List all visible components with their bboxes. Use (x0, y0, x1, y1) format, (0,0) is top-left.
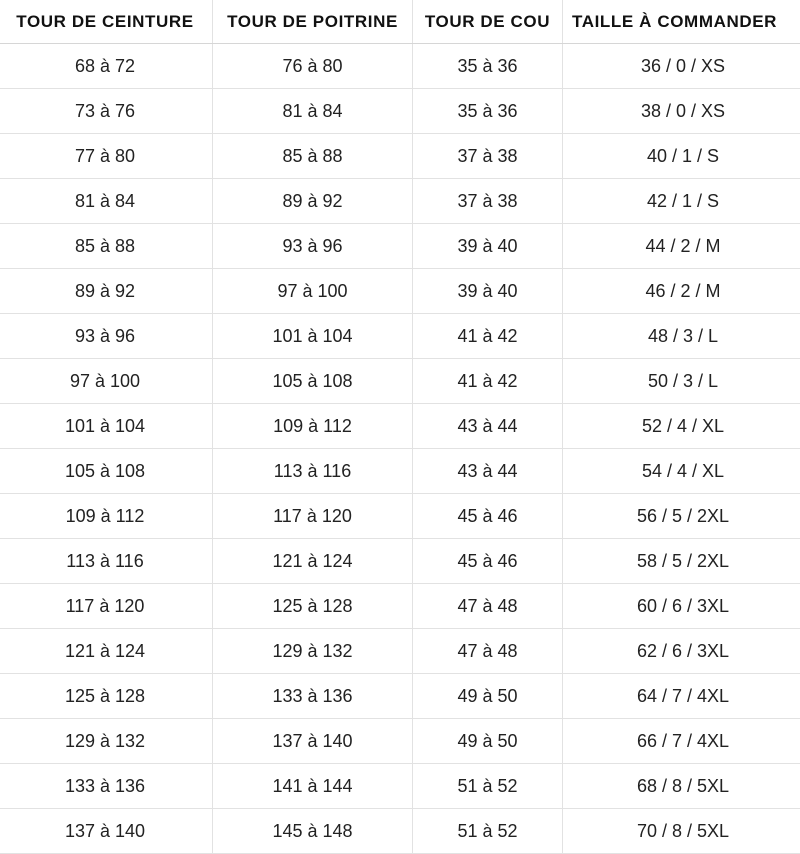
neck-cell: 39 à 40 (413, 224, 563, 269)
neck-cell: 51 à 52 (413, 764, 563, 809)
header-neck: TOUR DE COU (413, 0, 563, 44)
neck-cell: 43 à 44 (413, 449, 563, 494)
chest-cell: 89 à 92 (213, 179, 413, 224)
header-row (0, 0, 800, 44)
neck-cell: 49 à 50 (413, 719, 563, 764)
waist-cell: 77 à 80 (0, 134, 213, 179)
table-row (0, 269, 800, 314)
waist-cell: 117 à 120 (0, 584, 213, 629)
size-cell: 48 / 3 / L (563, 314, 800, 359)
neck-cell: 47 à 48 (413, 584, 563, 629)
waist-cell: 93 à 96 (0, 314, 213, 359)
chest-cell: 117 à 120 (213, 494, 413, 539)
table-row (0, 809, 800, 854)
neck-cell: 49 à 50 (413, 674, 563, 719)
table-row (0, 179, 800, 224)
neck-cell: 47 à 48 (413, 629, 563, 674)
table-row (0, 89, 800, 134)
waist-cell: 125 à 128 (0, 674, 213, 719)
size-cell: 42 / 1 / S (563, 179, 800, 224)
table-body (0, 44, 800, 854)
header-size-to-order: TAILLE À COMMANDER (563, 0, 800, 44)
chest-cell: 145 à 148 (213, 809, 413, 854)
size-cell: 62 / 6 / 3XL (563, 629, 800, 674)
waist-cell: 133 à 136 (0, 764, 213, 809)
waist-cell: 121 à 124 (0, 629, 213, 674)
waist-cell: 89 à 92 (0, 269, 213, 314)
neck-cell: 41 à 42 (413, 314, 563, 359)
table-header (0, 0, 800, 44)
neck-cell: 37 à 38 (413, 179, 563, 224)
chest-cell: 125 à 128 (213, 584, 413, 629)
table-row (0, 719, 800, 764)
size-cell: 44 / 2 / M (563, 224, 800, 269)
neck-cell: 35 à 36 (413, 89, 563, 134)
waist-cell: 109 à 112 (0, 494, 213, 539)
chest-cell: 113 à 116 (213, 449, 413, 494)
size-cell: 38 / 0 / XS (563, 89, 800, 134)
table-row (0, 764, 800, 809)
table-row (0, 224, 800, 269)
size-cell: 40 / 1 / S (563, 134, 800, 179)
size-cell: 64 / 7 / 4XL (563, 674, 800, 719)
waist-cell: 137 à 140 (0, 809, 213, 854)
waist-cell: 73 à 76 (0, 89, 213, 134)
neck-cell: 35 à 36 (413, 44, 563, 89)
waist-cell: 101 à 104 (0, 404, 213, 449)
table-row (0, 314, 800, 359)
chest-cell: 85 à 88 (213, 134, 413, 179)
size-cell: 52 / 4 / XL (563, 404, 800, 449)
size-cell: 36 / 0 / XS (563, 44, 800, 89)
neck-cell: 43 à 44 (413, 404, 563, 449)
chest-cell: 81 à 84 (213, 89, 413, 134)
chest-cell: 76 à 80 (213, 44, 413, 89)
waist-cell: 113 à 116 (0, 539, 213, 584)
waist-cell: 129 à 132 (0, 719, 213, 764)
chest-cell: 109 à 112 (213, 404, 413, 449)
size-cell: 54 / 4 / XL (563, 449, 800, 494)
waist-cell: 105 à 108 (0, 449, 213, 494)
chest-cell: 129 à 132 (213, 629, 413, 674)
size-cell: 70 / 8 / 5XL (563, 809, 800, 854)
waist-cell: 81 à 84 (0, 179, 213, 224)
chest-cell: 141 à 144 (213, 764, 413, 809)
chest-cell: 101 à 104 (213, 314, 413, 359)
table-row (0, 539, 800, 584)
neck-cell: 39 à 40 (413, 269, 563, 314)
neck-cell: 51 à 52 (413, 809, 563, 854)
table-row (0, 674, 800, 719)
size-cell: 50 / 3 / L (563, 359, 800, 404)
waist-cell: 97 à 100 (0, 359, 213, 404)
table-row (0, 134, 800, 179)
table-row (0, 494, 800, 539)
table-row (0, 44, 800, 89)
waist-cell: 68 à 72 (0, 44, 213, 89)
size-cell: 68 / 8 / 5XL (563, 764, 800, 809)
chest-cell: 137 à 140 (213, 719, 413, 764)
size-cell: 66 / 7 / 4XL (563, 719, 800, 764)
chest-cell: 133 à 136 (213, 674, 413, 719)
chest-cell: 121 à 124 (213, 539, 413, 584)
neck-cell: 45 à 46 (413, 539, 563, 584)
chest-cell: 97 à 100 (213, 269, 413, 314)
chest-cell: 93 à 96 (213, 224, 413, 269)
table-row (0, 404, 800, 449)
header-waist: TOUR DE CEINTURE (0, 0, 213, 44)
size-cell: 46 / 2 / M (563, 269, 800, 314)
table-row (0, 629, 800, 674)
table-row (0, 584, 800, 629)
size-cell: 58 / 5 / 2XL (563, 539, 800, 584)
size-cell: 60 / 6 / 3XL (563, 584, 800, 629)
chest-cell: 105 à 108 (213, 359, 413, 404)
neck-cell: 45 à 46 (413, 494, 563, 539)
waist-cell: 85 à 88 (0, 224, 213, 269)
header-chest: TOUR DE POITRINE (213, 0, 413, 44)
table-row (0, 449, 800, 494)
neck-cell: 37 à 38 (413, 134, 563, 179)
neck-cell: 41 à 42 (413, 359, 563, 404)
table-row (0, 359, 800, 404)
size-cell: 56 / 5 / 2XL (563, 494, 800, 539)
